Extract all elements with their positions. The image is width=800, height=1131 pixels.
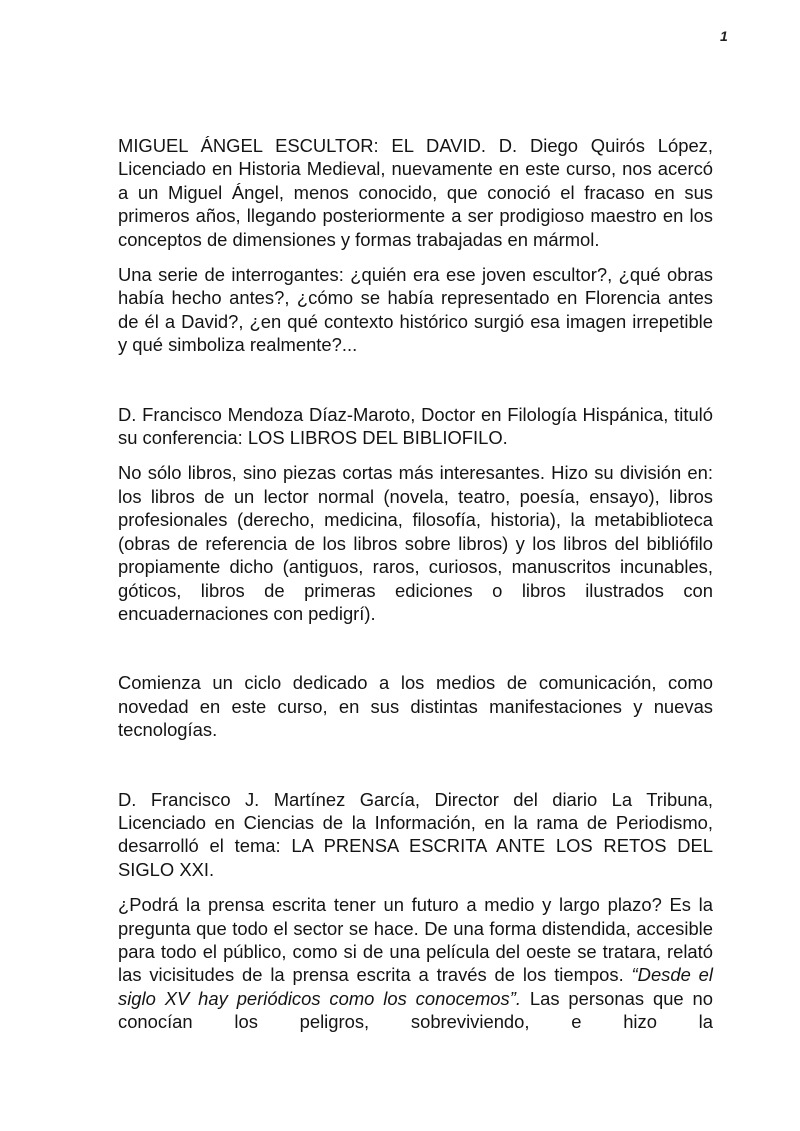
- page-number: 1: [720, 28, 728, 44]
- spacer: [118, 357, 713, 403]
- paragraph-text: ¿Podrá la prensa escrita tener un futuro a medio y largo plazo? Es la pregunta que todo el sector se hace. De una forma distendida, accesible para todo el público, como si de una película del oeste se tratara, relató las vicisitudes de la prensa escrita a través de los tiempos.: [118, 894, 713, 986]
- spacer: [118, 625, 713, 671]
- quote-text: “Desde el siglo XV hay periódicos como los conocemos”.: [118, 964, 713, 1009]
- paragraph-libros: No sólo libros, sino piezas cortas más interesantes. Hizo su división en: los libros de un lector normal (novela, teatro, poesía, ensayo), libros profesionales (derecho, medicina, filosofía, historia), la metabiblioteca (obras de referencia de los libros sobre libros) y los libros del bibliófilo propiamente dicho (antiguos, raros, curiosos, manuscritos incunables, góticos, libros de primeras ediciones o libros ilustrados con encuadernaciones con pedigrí).: [118, 462, 713, 624]
- spacer: [118, 449, 713, 461]
- spacer: [118, 881, 713, 893]
- paragraph-mendoza: D. Francisco Mendoza Díaz-Maroto, Doctor en Filología Hispánica, tituló su conferencia: LOS LIBROS DEL BIBLIOFILO.: [118, 403, 713, 449]
- spacer: [118, 742, 713, 788]
- document-body: [118, 134, 713, 1034]
- paragraph-prensa-escrita: [118, 893, 713, 1033]
- paragraph-miguel-angel: MIGUEL ÁNGEL ESCULTOR: EL DAVID. D. Diego Quirós López, Licenciado en Historia Medieval, nuevamente en este curso, nos acercó a un Miguel Ángel, menos conocido, que conoció el fracaso en sus primeros años, llegando posteriormente a ser prodigioso maestro en los conceptos de dimensiones y formas trabajadas en mármol.: [118, 135, 713, 250]
- paragraph-text: Las personas que no conocían los peligros, sobreviviendo, e hizo la: [118, 987, 713, 1033]
- paragraph-martinez: D. Francisco J. Martínez García, Director del diario La Tribuna, Licenciado en Ciencias de la Información, en la rama de Periodismo, desarrolló el tema: LA PRENSA ESCRITA ANTE LOS RETOS DEL SIGLO XXI.: [118, 788, 713, 880]
- paragraph-interrogantes: Una serie de interrogantes: ¿quién era ese joven escultor?, ¿qué obras había hecho antes?, ¿cómo se había representado en Florencia antes de él a David?, ¿en qué contexto histórico surgió esa imagen irrepetible y qué simboliza realmente?...: [118, 264, 713, 356]
- spacer: [118, 251, 713, 263]
- paragraph-ciclo-medios: Comienza un ciclo dedicado a los medios de comunicación, como novedad en este curso, en sus distintas manifestaciones y nuevas tecnologías.: [118, 672, 713, 741]
